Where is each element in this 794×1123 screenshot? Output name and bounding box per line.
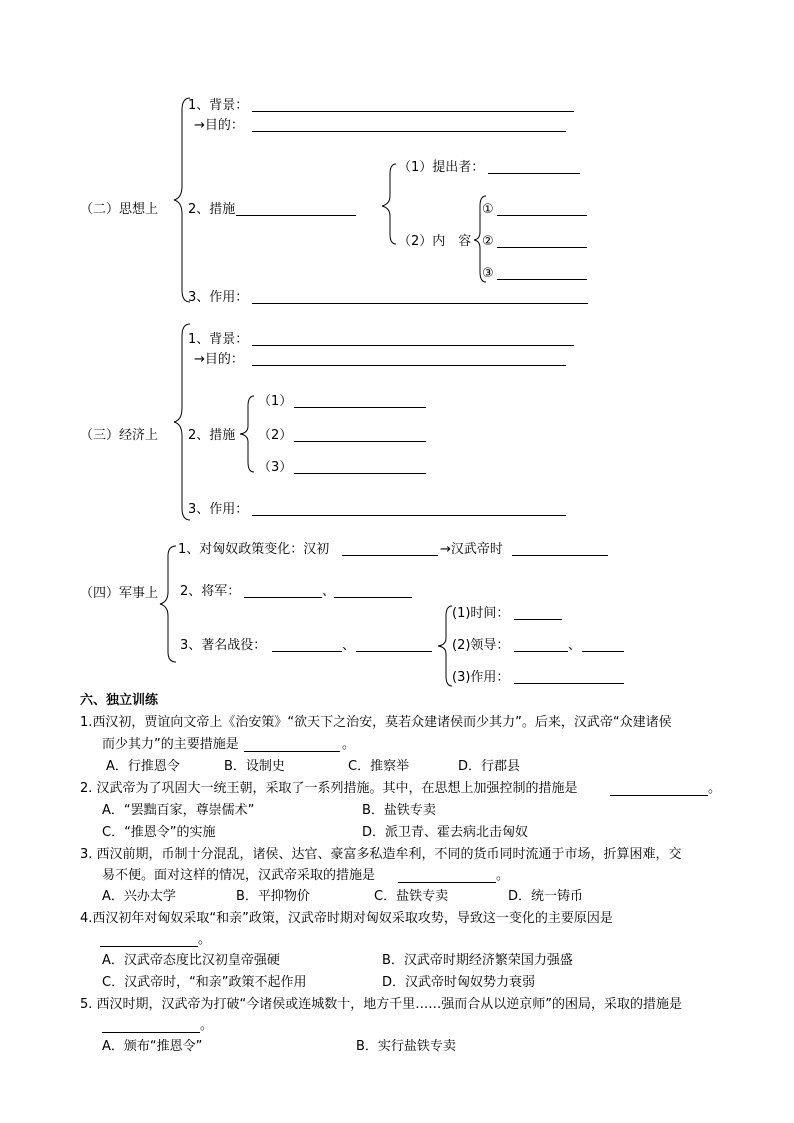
effect-blank[interactable]	[252, 515, 566, 516]
aim-label: →目的：	[194, 352, 244, 367]
general-blank-2[interactable]	[334, 597, 412, 598]
content-item-2: ②	[482, 234, 494, 249]
option-b[interactable]: B．盐铁专卖	[362, 803, 436, 818]
separator: 、	[342, 638, 356, 653]
background-label: 1、背景：	[188, 98, 249, 113]
effect-label: 3、作用：	[188, 502, 249, 517]
section-title: （三）经济上	[80, 428, 159, 443]
question-text: 3. 西汉前期，币制十分混乱，诸侯、达官、豪富多私造牟利，不同的货币同时流通于市场，折算困难，交	[80, 847, 682, 862]
content-blank-3[interactable]	[497, 279, 587, 280]
option-a[interactable]: A．兴办太学	[102, 889, 176, 904]
proposer-blank[interactable]	[488, 173, 580, 174]
separator: 、	[568, 638, 582, 653]
question-end: 。	[496, 868, 510, 883]
battle-time-label: (1)时间：	[452, 606, 510, 621]
answer-blank[interactable]	[100, 946, 198, 947]
wudi-era-blank[interactable]	[512, 555, 608, 556]
answer-blank[interactable]	[244, 751, 340, 752]
option-a[interactable]: A．汉武帝态度比汉初皇帝强硬	[102, 953, 280, 968]
measure-blank-3[interactable]	[294, 473, 426, 474]
separator: 、	[322, 584, 336, 599]
generals-label: 2、将军：	[180, 584, 241, 599]
battles-label: 3、著名战役：	[180, 638, 267, 653]
question-end: 。	[200, 1018, 214, 1033]
option-a[interactable]: A．颁布“推恩令”	[102, 1039, 203, 1054]
content-item-1: ①	[482, 202, 494, 217]
question-text-cont: 而少其力”的主要措施是	[102, 737, 239, 752]
proposer-label: （1）提出者：	[398, 160, 485, 175]
measures-label: 2、措施	[188, 428, 236, 443]
brace-military	[158, 544, 180, 664]
option-b[interactable]: B．设制史	[224, 759, 285, 774]
question-end: 。	[198, 932, 212, 947]
option-c[interactable]: C．盐铁专卖	[374, 889, 449, 904]
background-blank[interactable]	[252, 345, 574, 346]
option-d[interactable]: D．派卫青、霍去病北击匈奴	[362, 825, 529, 840]
option-b[interactable]: B．汉武帝时期经济繁荣国力强盛	[382, 953, 573, 968]
question-text-cont: 易不便。面对这样的情况，汉武帝采取的措施是	[102, 868, 376, 883]
battle-leader-label: (2)领导：	[452, 638, 510, 653]
policy-change-label: 1、对匈奴政策变化：汉初	[178, 542, 330, 557]
option-a[interactable]: A．行推恩令	[106, 759, 180, 774]
section-title: （四）军事上	[80, 586, 159, 601]
option-c[interactable]: C．汉武帝时，“和亲”政策不起作用	[102, 975, 307, 990]
brace-measures	[238, 394, 258, 474]
measure-blank-1[interactable]	[294, 407, 426, 408]
option-d[interactable]: D．汉武帝时匈奴势力衰弱	[382, 975, 536, 990]
leader-blank-1[interactable]	[514, 651, 568, 652]
aim-blank[interactable]	[252, 365, 566, 366]
option-a[interactable]: A．“罢黜百家，尊崇儒术”	[102, 803, 255, 818]
answer-blank[interactable]	[398, 882, 496, 883]
wudi-era-label: →汉武帝时	[440, 542, 503, 557]
option-c[interactable]: C．推察举	[348, 759, 410, 774]
option-d[interactable]: D．行郡县	[458, 759, 521, 774]
option-d[interactable]: D．统一铸币	[508, 889, 584, 904]
section-title: （二）思想上	[80, 202, 159, 217]
question-text: 4.西汉初年对匈奴采取“和亲”政策，汉武帝时期对匈奴采取攻势，导致这一变化的主要原因是	[80, 911, 613, 926]
early-han-blank[interactable]	[342, 555, 438, 556]
option-c[interactable]: C．“推恩令”的实施	[102, 825, 216, 840]
battle-effect-label: (3)作用：	[452, 670, 510, 685]
background-blank[interactable]	[252, 111, 574, 112]
aim-label: →目的：	[194, 118, 244, 133]
content-label: （2）内 容	[398, 234, 472, 249]
question-text: 2. 汉武帝为了巩固大一统王朝，采取了一系列措施。其中，在思想上加强控制的措施是	[80, 781, 578, 796]
background-label: 1、背景：	[188, 332, 249, 347]
option-b[interactable]: B．平抑物价	[236, 889, 310, 904]
brace-economy	[172, 322, 194, 522]
effect-blank[interactable]	[252, 303, 588, 304]
measure-3-label: （3）	[258, 460, 293, 475]
battle-blank-2[interactable]	[356, 651, 432, 652]
battle-time-blank[interactable]	[514, 619, 562, 620]
question-end: 。	[342, 737, 356, 752]
question-text: 1.西汉初，贾谊向文帝上《治安策》“欲天下之治安，莫若众建诸侯而少其力”。后来，汉武帝“众建诸侯	[80, 715, 672, 730]
battle-blank-1[interactable]	[272, 651, 342, 652]
option-b[interactable]: B．实行盐铁专卖	[356, 1039, 456, 1054]
question-end: 。	[708, 781, 722, 796]
content-blank-1[interactable]	[497, 215, 587, 216]
aim-blank[interactable]	[252, 131, 566, 132]
question-text: 5. 西汉时期，汉武帝为打破“今诸侯或连城数十，地方千里……强而合从以逆京师”的困局，采取的措施是	[80, 997, 683, 1012]
battle-effect-blank[interactable]	[514, 683, 624, 684]
measures-blank[interactable]	[236, 215, 356, 216]
measure-blank-2[interactable]	[294, 441, 426, 442]
brace-thought	[172, 96, 194, 304]
measure-2-label: （2）	[258, 428, 293, 443]
content-item-3: ③	[482, 266, 494, 281]
answer-blank[interactable]	[102, 1032, 200, 1033]
general-blank-1[interactable]	[244, 597, 322, 598]
leader-blank-2[interactable]	[582, 651, 624, 652]
brace-measures	[380, 162, 400, 246]
content-blank-2[interactable]	[497, 247, 587, 248]
answer-blank[interactable]	[610, 795, 708, 796]
effect-label: 3、作用：	[188, 290, 249, 305]
exercise-heading: 六、独立训练	[80, 693, 159, 708]
measures-label: 2、措施	[188, 202, 236, 217]
measure-1-label: （1）	[258, 394, 293, 409]
